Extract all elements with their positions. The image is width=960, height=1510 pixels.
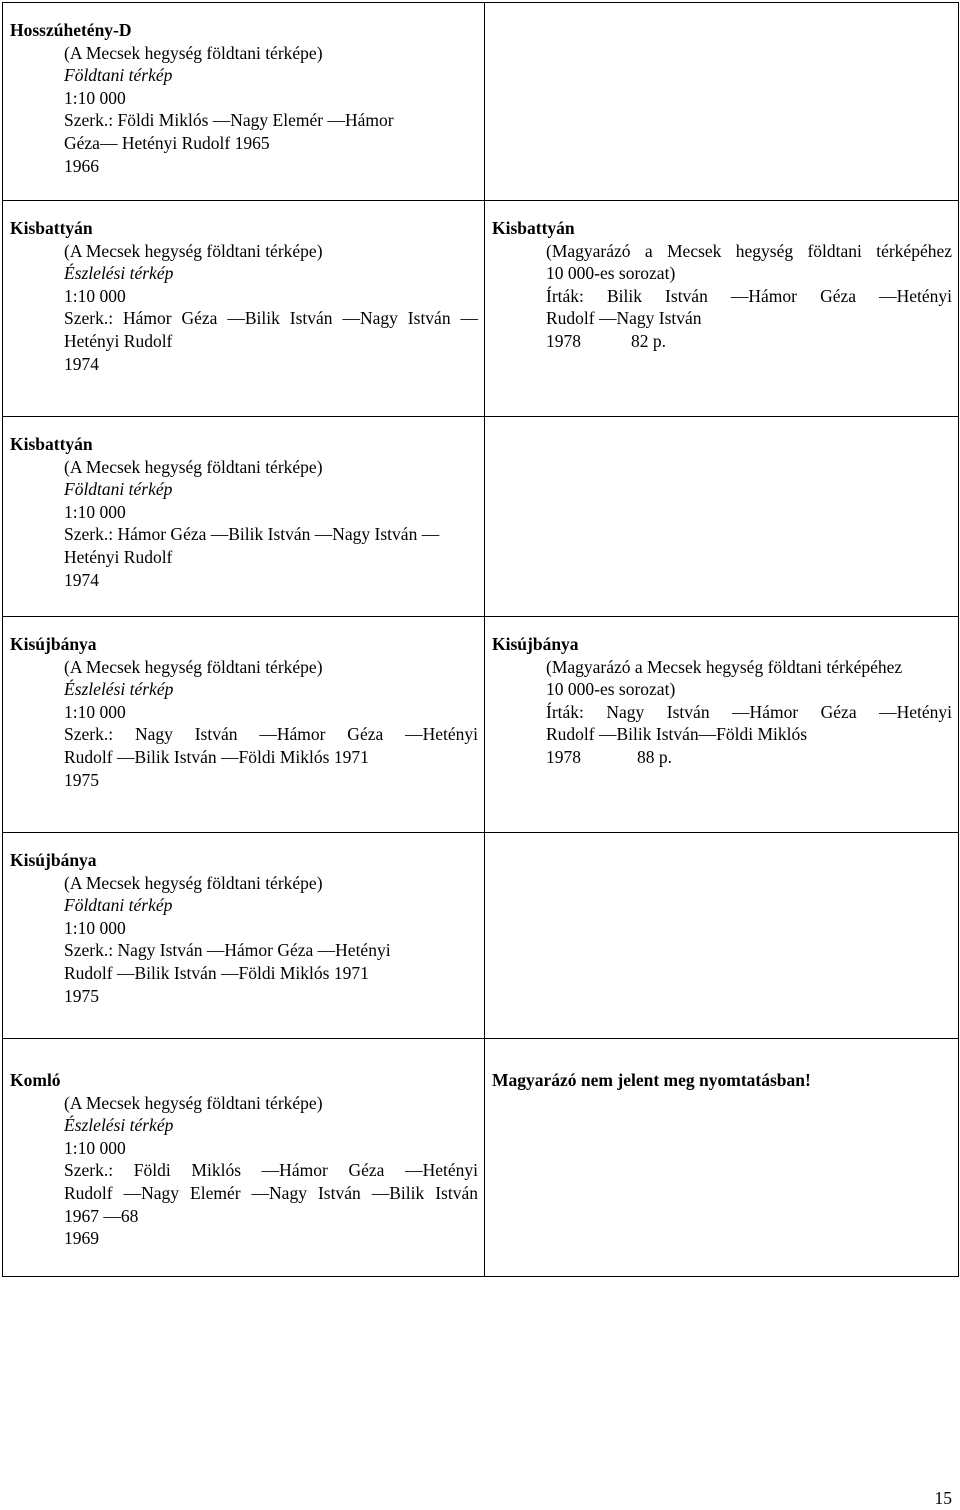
catalog-row-hosszuheteny <box>3 3 959 201</box>
entry-editors-years: 1967 —68 <box>64 1205 139 1226</box>
entry-series: (A Mecsek hegység földtani térképe) <box>64 240 323 261</box>
entry-map-kind: Földtani térkép <box>64 479 173 500</box>
map-entry-cell <box>3 1039 485 1277</box>
entry-map-kind: Észlelési térkép <box>64 263 174 284</box>
explanation-authors: Írták: Nagy István —Hámor Géza —Hetényi <box>546 701 952 722</box>
entry-series: (A Mecsek hegység földtani térképe) <box>64 42 323 63</box>
page-number: 15 <box>934 1488 952 1508</box>
catalog-row-kisbattyan-foldtani <box>3 417 959 617</box>
map-entry-cell <box>3 833 485 1039</box>
map-entry-cell <box>3 3 485 201</box>
explanation-authors-cont: Rudolf —Nagy István <box>546 308 702 329</box>
entry-editors: Szerk.: Földi Miklós —Hámor Géza —Hetényi <box>64 1160 478 1181</box>
explanation-authors: Írták: Bilik István —Hámor Géza —Hetényi <box>546 285 952 306</box>
entry-map-kind: Földtani térkép <box>64 65 173 86</box>
catalog-row-kisujbanya-foldtani <box>3 833 959 1039</box>
explanation-year: 1978 <box>546 746 581 767</box>
entry-editors-cont: Géza— Hetényi Rudolf 1965 <box>64 132 270 153</box>
explanation-cell-empty <box>485 3 959 201</box>
map-entry-cell <box>3 201 485 417</box>
explanation-cell <box>485 201 959 417</box>
explanation-description: (Magyarázó a Mecsek hegység földtani térképéhez <box>546 240 952 261</box>
entry-title: Hosszúhetény-D <box>10 20 132 40</box>
entry-editors: Szerk.: Földi Miklós —Nagy Elemér —Hámor <box>64 110 394 131</box>
explanation-series: 10 000-es sorozat) <box>546 679 676 700</box>
entry-year: 1975 <box>64 985 99 1006</box>
explanation-cell <box>485 617 959 833</box>
entry-title: Kisbattyán <box>10 218 93 238</box>
entry-map-kind: Földtani térkép <box>64 895 173 916</box>
explanation-cell <box>485 1039 959 1277</box>
entry-editors-cont: Hetényi Rudolf <box>64 546 173 567</box>
entry-title: Komló <box>10 1070 61 1090</box>
entry-editors-cont: Rudolf —Bilik István —Földi Miklós 1971 <box>64 962 369 983</box>
entry-editors: Szerk.: Nagy István —Hámor Géza —Hetényi <box>64 724 478 745</box>
entry-year: 1969 <box>64 1228 99 1249</box>
explanation-pages: 82 p. <box>631 330 666 351</box>
entry-editors-cont: Rudolf —Bilik István —Földi Miklós 1971 <box>64 746 369 767</box>
entry-title: Kisújbánya <box>10 634 97 654</box>
entry-title: Kisújbánya <box>10 850 97 870</box>
entry-editors-cont: Hetényi Rudolf <box>64 330 173 351</box>
entry-scale: 1:10 000 <box>64 1137 126 1158</box>
entry-scale: 1:10 000 <box>64 501 126 522</box>
explanation-cell-empty <box>485 417 959 617</box>
explanation-title: Kisbattyán <box>492 218 575 238</box>
entry-scale: 1:10 000 <box>64 87 126 108</box>
map-entry-cell <box>3 417 485 617</box>
explanation-description: (Magyarázó a Mecsek hegység földtani térképéhez <box>546 656 903 677</box>
explanation-year-pages <box>492 330 952 353</box>
explanation-cell-empty <box>485 833 959 1039</box>
explanation-year: 1978 <box>546 330 581 351</box>
entry-editors: Szerk.: Nagy István —Hámor Géza —Hetényi <box>64 940 391 961</box>
explanation-authors-cont: Rudolf —Bilik István—Földi Miklós <box>546 724 808 745</box>
map-entry-cell <box>3 617 485 833</box>
entry-year: 1974 <box>64 353 99 374</box>
entry-editors-cont: Rudolf —Nagy Elemér —Nagy István —Bilik István <box>64 1182 478 1203</box>
map-catalog-table <box>2 2 959 1277</box>
explanation-title: Kisújbánya <box>492 634 579 654</box>
entry-series: (A Mecsek hegység földtani térképe) <box>64 656 323 677</box>
catalog-row-kisujbanya-eszlelesi <box>3 617 959 833</box>
entry-map-kind: Észlelési térkép <box>64 679 174 700</box>
entry-scale: 1:10 000 <box>64 917 126 938</box>
entry-editors: Szerk.: Hámor Géza —Bilik István —Nagy István — <box>64 524 440 545</box>
entry-editors: Szerk.: Hámor Géza —Bilik István —Nagy István — <box>64 308 478 329</box>
catalog-row-komlo <box>3 1039 959 1277</box>
explanation-series: 10 000-es sorozat) <box>546 263 676 284</box>
entry-series: (A Mecsek hegység földtani térképe) <box>64 1092 323 1113</box>
entry-series: (A Mecsek hegység földtani térképe) <box>64 456 323 477</box>
entry-scale: 1:10 000 <box>64 285 126 306</box>
entry-scale: 1:10 000 <box>64 701 126 722</box>
entry-year: 1975 <box>64 769 99 790</box>
explanation-year-pages <box>492 746 952 769</box>
entry-map-kind: Észlelési térkép <box>64 1115 174 1136</box>
entry-series: (A Mecsek hegység földtani térképe) <box>64 872 323 893</box>
explanation-pages: 88 p. <box>637 746 672 767</box>
entry-year: 1966 <box>64 155 99 176</box>
entry-title: Kisbattyán <box>10 434 93 454</box>
explanation-note: Magyarázó nem jelent meg nyomtatásban! <box>492 1070 811 1090</box>
entry-year: 1974 <box>64 569 99 590</box>
catalog-row-kisbattyan-eszlelesi <box>3 201 959 417</box>
